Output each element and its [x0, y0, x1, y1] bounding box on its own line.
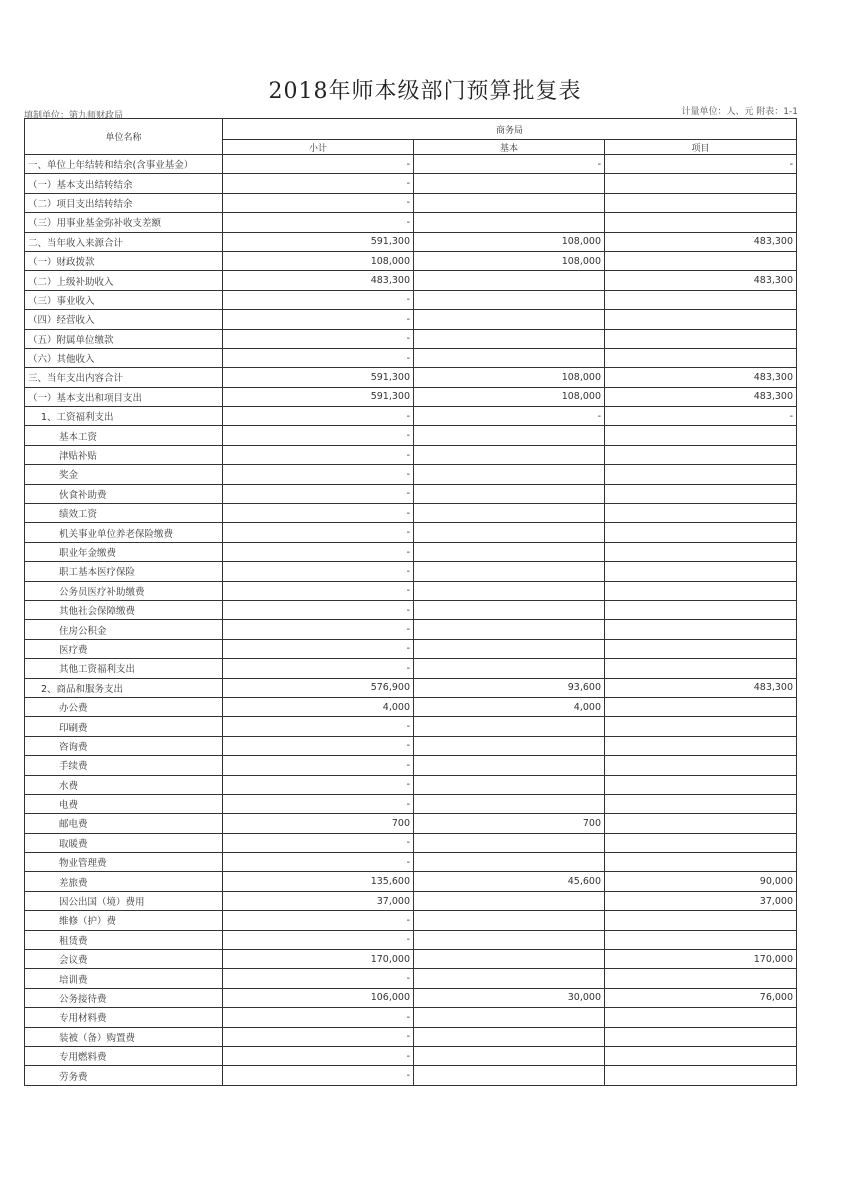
table-row [25, 891, 797, 910]
cell-subtotal: - [223, 659, 414, 678]
cell-subtotal: - [223, 407, 414, 426]
cell-subtotal: - [223, 1008, 414, 1027]
cell-subtotal: - [223, 562, 414, 581]
cell-subtotal: - [223, 833, 414, 852]
table-row [25, 872, 797, 891]
cell-subtotal: 108,000 [223, 251, 414, 270]
cell-subtotal: - [223, 523, 414, 542]
cell-project: 483,300 [605, 387, 797, 406]
cell-subtotal: - [223, 969, 414, 988]
table-row [25, 290, 797, 309]
cell-project [605, 581, 797, 600]
table-row [25, 775, 797, 794]
cell-subtotal: - [223, 290, 414, 309]
cell-project [605, 1008, 797, 1027]
cell-project [605, 465, 797, 484]
table-row [25, 794, 797, 813]
cell-subtotal: - [223, 775, 414, 794]
cell-subtotal: - [223, 484, 414, 503]
table-row [25, 717, 797, 736]
row-label: （二）上级补助收入 [25, 271, 223, 290]
table-row [25, 193, 797, 212]
row-label: 装被（备）购置费 [25, 1027, 223, 1046]
cell-subtotal: - [223, 930, 414, 949]
cell-basic [414, 1027, 605, 1046]
table-row [25, 620, 797, 639]
table-row [25, 581, 797, 600]
cell-subtotal: - [223, 600, 414, 619]
table-row [25, 833, 797, 852]
row-label: 2、商品和服务支出 [25, 678, 223, 697]
table-row [25, 232, 797, 251]
cell-subtotal: 700 [223, 814, 414, 833]
cell-subtotal: - [223, 717, 414, 736]
cell-basic [414, 659, 605, 678]
cell-basic [414, 174, 605, 193]
cell-basic: - [414, 407, 605, 426]
column-header-name: 单位名称 [25, 119, 223, 155]
cell-subtotal: - [223, 736, 414, 755]
row-label: 物业管理费 [25, 853, 223, 872]
table-row [25, 445, 797, 464]
cell-basic [414, 600, 605, 619]
table-row [25, 988, 797, 1007]
cell-subtotal: - [223, 581, 414, 600]
cell-basic: 108,000 [414, 387, 605, 406]
row-label: 咨询费 [25, 736, 223, 755]
table-row [25, 271, 797, 290]
row-label: 职工基本医疗保险 [25, 562, 223, 581]
cell-project [605, 717, 797, 736]
table-row [25, 562, 797, 581]
row-label: 差旅费 [25, 872, 223, 891]
table-row [25, 387, 797, 406]
column-header-project: 项目 [605, 140, 797, 155]
cell-project [605, 1066, 797, 1085]
row-label: 公务接待费 [25, 988, 223, 1007]
cell-basic [414, 620, 605, 639]
cell-project [605, 620, 797, 639]
table-row [25, 697, 797, 716]
table-body [25, 155, 797, 1086]
row-label: 邮电费 [25, 814, 223, 833]
measurement-unit: 计量单位：人、元 附表：1-1 [681, 107, 798, 117]
cell-subtotal: - [223, 348, 414, 367]
filing-unit: 填制单位：第九师财政局 [24, 111, 124, 121]
table-row [25, 368, 797, 387]
row-label: 维修（护）费 [25, 911, 223, 930]
cell-basic [414, 523, 605, 542]
cell-project [605, 310, 797, 329]
row-label: 租赁费 [25, 930, 223, 949]
cell-subtotal: - [223, 310, 414, 329]
cell-basic [414, 445, 605, 464]
cell-subtotal: - [223, 329, 414, 348]
cell-subtotal: - [223, 193, 414, 212]
cell-project [605, 756, 797, 775]
table-row [25, 1008, 797, 1027]
cell-basic [414, 1046, 605, 1065]
row-label: （五）附属单位缴款 [25, 329, 223, 348]
cell-basic [414, 891, 605, 910]
cell-basic: 108,000 [414, 368, 605, 387]
cell-project [605, 853, 797, 872]
cell-basic [414, 717, 605, 736]
cell-project [605, 329, 797, 348]
cell-project: 170,000 [605, 950, 797, 969]
table-row [25, 407, 797, 426]
cell-basic [414, 969, 605, 988]
cell-basic [414, 911, 605, 930]
cell-subtotal: - [223, 794, 414, 813]
row-label: （三）用事业基金弥补收支差额 [25, 213, 223, 232]
row-label: （六）其他收入 [25, 348, 223, 367]
column-header-subtotal: 小计 [223, 140, 414, 155]
row-label: 住房公积金 [25, 620, 223, 639]
cell-subtotal: 483,300 [223, 271, 414, 290]
row-label: 办公费 [25, 697, 223, 716]
row-label: 一、单位上年结转和结余(含事业基金） [25, 155, 223, 174]
cell-basic [414, 271, 605, 290]
cell-basic: 93,600 [414, 678, 605, 697]
cell-basic [414, 348, 605, 367]
cell-basic [414, 581, 605, 600]
table-row [25, 484, 797, 503]
cell-basic [414, 193, 605, 212]
row-label: 手续费 [25, 756, 223, 775]
row-label: 劳务费 [25, 1066, 223, 1085]
cell-basic [414, 310, 605, 329]
cell-subtotal: - [223, 426, 414, 445]
cell-project: 37,000 [605, 891, 797, 910]
cell-project [605, 794, 797, 813]
cell-project [605, 174, 797, 193]
cell-subtotal: - [223, 174, 414, 193]
cell-subtotal: 135,600 [223, 872, 414, 891]
table-row [25, 969, 797, 988]
table-row [25, 310, 797, 329]
cell-basic [414, 504, 605, 523]
cell-project [605, 193, 797, 212]
cell-project [605, 290, 797, 309]
cell-basic: 700 [414, 814, 605, 833]
cell-basic [414, 853, 605, 872]
row-label: （一）财政拨款 [25, 251, 223, 270]
cell-project: 483,300 [605, 271, 797, 290]
cell-project: 483,300 [605, 368, 797, 387]
table-row [25, 736, 797, 755]
row-label: 电费 [25, 794, 223, 813]
cell-subtotal: 37,000 [223, 891, 414, 910]
header-row-1 [25, 119, 797, 140]
cell-subtotal: 106,000 [223, 988, 414, 1007]
cell-basic [414, 213, 605, 232]
cell-project [605, 1027, 797, 1046]
page-title: 2018年师本级部门预算批复表 [268, 79, 582, 104]
cell-basic [414, 775, 605, 794]
row-label: 水费 [25, 775, 223, 794]
cell-subtotal: - [223, 213, 414, 232]
table-row [25, 174, 797, 193]
cell-project [605, 969, 797, 988]
cell-subtotal: 170,000 [223, 950, 414, 969]
cell-project [605, 213, 797, 232]
row-label: 职业年金缴费 [25, 542, 223, 561]
row-label: 取暖费 [25, 833, 223, 852]
cell-project [605, 659, 797, 678]
cell-project [605, 484, 797, 503]
cell-project [605, 775, 797, 794]
table-row [25, 155, 797, 174]
table-row [25, 1027, 797, 1046]
table-row [25, 1066, 797, 1085]
cell-basic: 45,600 [414, 872, 605, 891]
row-label: 因公出国（境）费用 [25, 891, 223, 910]
row-label: （三）事业收入 [25, 290, 223, 309]
cell-basic [414, 484, 605, 503]
cell-project [605, 600, 797, 619]
table-row [25, 814, 797, 833]
cell-subtotal: - [223, 756, 414, 775]
row-label: 1、工资福利支出 [25, 407, 223, 426]
cell-project: - [605, 407, 797, 426]
table-row [25, 911, 797, 930]
cell-basic [414, 833, 605, 852]
table-row [25, 1046, 797, 1065]
row-label: 专用材料费 [25, 1008, 223, 1027]
cell-project [605, 542, 797, 561]
cell-project [605, 833, 797, 852]
cell-project [605, 1046, 797, 1065]
table-row [25, 950, 797, 969]
cell-subtotal: - [223, 853, 414, 872]
cell-subtotal: - [223, 542, 414, 561]
table-row [25, 756, 797, 775]
budget-table [24, 118, 797, 1086]
table-row [25, 678, 797, 697]
cell-basic [414, 950, 605, 969]
cell-subtotal: 591,300 [223, 387, 414, 406]
cell-project [605, 348, 797, 367]
cell-project [605, 445, 797, 464]
cell-basic: 30,000 [414, 988, 605, 1007]
table-row [25, 853, 797, 872]
cell-basic [414, 426, 605, 445]
cell-basic [414, 1008, 605, 1027]
cell-project [605, 426, 797, 445]
cell-basic [414, 290, 605, 309]
row-label: 基本工资 [25, 426, 223, 445]
cell-basic [414, 562, 605, 581]
cell-project [605, 814, 797, 833]
row-label: 医疗费 [25, 639, 223, 658]
row-label: （一）基本支出结转结余 [25, 174, 223, 193]
cell-subtotal: 576,900 [223, 678, 414, 697]
cell-subtotal: - [223, 155, 414, 174]
row-label: 奖金 [25, 465, 223, 484]
cell-basic: 108,000 [414, 251, 605, 270]
cell-basic: - [414, 155, 605, 174]
cell-subtotal: - [223, 911, 414, 930]
cell-subtotal: - [223, 1066, 414, 1085]
cell-project [605, 930, 797, 949]
cell-project [605, 911, 797, 930]
cell-basic [414, 465, 605, 484]
column-header-basic: 基本 [414, 140, 605, 155]
cell-basic [414, 1066, 605, 1085]
cell-project: 483,300 [605, 678, 797, 697]
table-row [25, 348, 797, 367]
table-row [25, 504, 797, 523]
row-label: 其他社会保障缴费 [25, 600, 223, 619]
cell-subtotal: - [223, 504, 414, 523]
cell-basic [414, 542, 605, 561]
cell-basic [414, 329, 605, 348]
table-row [25, 213, 797, 232]
cell-basic [414, 794, 605, 813]
row-label: 绩效工资 [25, 504, 223, 523]
row-label: 会议费 [25, 950, 223, 969]
cell-subtotal: 591,300 [223, 368, 414, 387]
row-label: （一）基本支出和项目支出 [25, 387, 223, 406]
table-row [25, 930, 797, 949]
cell-subtotal: 591,300 [223, 232, 414, 251]
cell-subtotal: - [223, 1046, 414, 1065]
row-label: 专用燃料费 [25, 1046, 223, 1065]
cell-basic: 108,000 [414, 232, 605, 251]
row-label: 伙食补助费 [25, 484, 223, 503]
cell-project [605, 251, 797, 270]
table-row [25, 659, 797, 678]
row-label: 津贴补贴 [25, 445, 223, 464]
cell-project [605, 736, 797, 755]
table-row [25, 600, 797, 619]
table-row [25, 465, 797, 484]
row-label: （二）项目支出结转结余 [25, 193, 223, 212]
cell-subtotal: - [223, 445, 414, 464]
cell-project: 76,000 [605, 988, 797, 1007]
cell-project: - [605, 155, 797, 174]
cell-project: 90,000 [605, 872, 797, 891]
cell-subtotal: - [223, 620, 414, 639]
row-label: 三、当年支出内容合计 [25, 368, 223, 387]
row-label: 培训费 [25, 969, 223, 988]
row-label: 公务员医疗补助缴费 [25, 581, 223, 600]
cell-project [605, 504, 797, 523]
row-label: 印刷费 [25, 717, 223, 736]
cell-project [605, 697, 797, 716]
cell-subtotal: - [223, 639, 414, 658]
cell-project [605, 523, 797, 542]
cell-project [605, 562, 797, 581]
table-row [25, 329, 797, 348]
table-row [25, 639, 797, 658]
cell-subtotal: - [223, 1027, 414, 1046]
cell-basic: 4,000 [414, 697, 605, 716]
cell-subtotal: 4,000 [223, 697, 414, 716]
cell-basic [414, 930, 605, 949]
cell-subtotal: - [223, 465, 414, 484]
cell-project [605, 639, 797, 658]
cell-project: 483,300 [605, 232, 797, 251]
cell-basic [414, 756, 605, 775]
table-row [25, 523, 797, 542]
table-row [25, 426, 797, 445]
row-label: （四）经营收入 [25, 310, 223, 329]
row-label: 其他工资福利支出 [25, 659, 223, 678]
column-header-group: 商务局 [223, 119, 797, 140]
table-row [25, 251, 797, 270]
cell-basic [414, 639, 605, 658]
row-label: 二、当年收入来源合计 [25, 232, 223, 251]
row-label: 机关事业单位养老保险缴费 [25, 523, 223, 542]
cell-basic [414, 736, 605, 755]
table-row [25, 542, 797, 561]
